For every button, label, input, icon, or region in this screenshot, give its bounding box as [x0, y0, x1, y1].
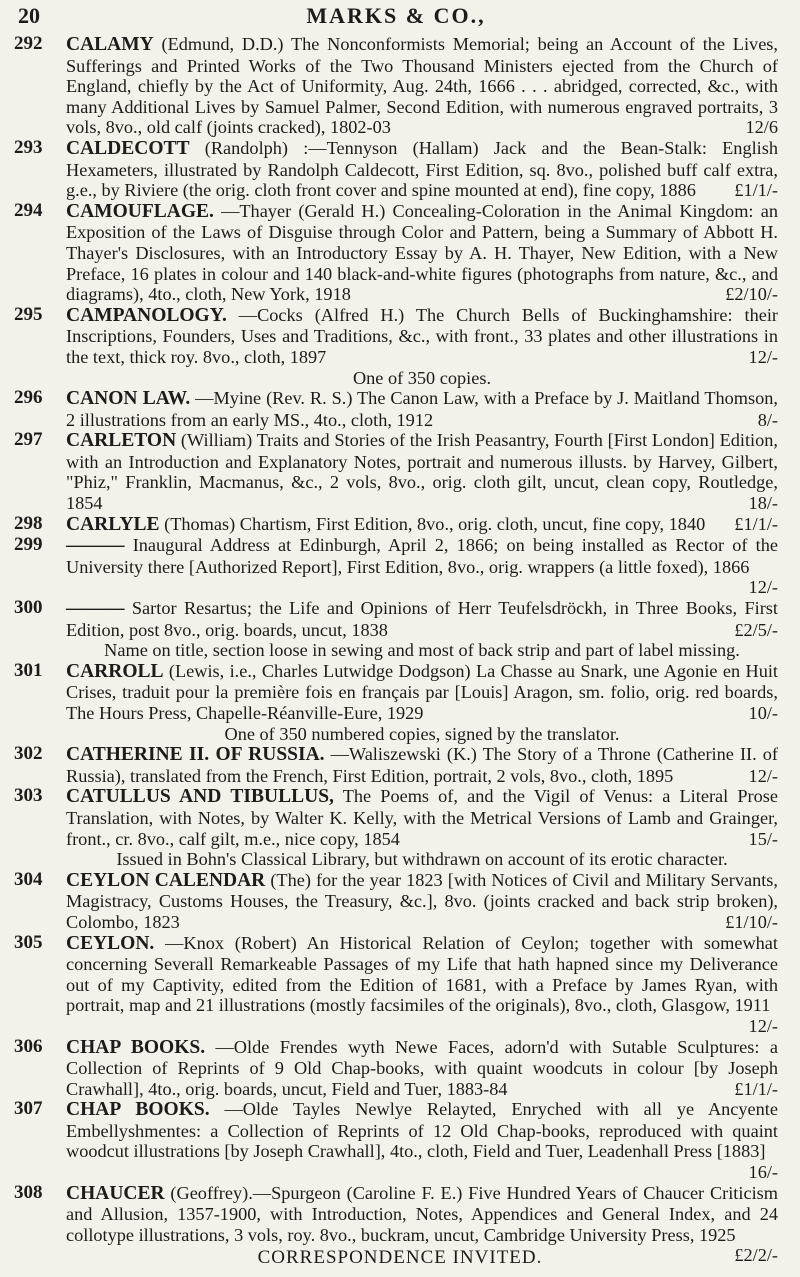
entry-heading: CANON LAW. [66, 388, 191, 410]
lot-number: 304 [14, 868, 43, 890]
entry-body [66, 201, 778, 305]
entry-heading: CEYLON CALENDAR [66, 869, 266, 891]
catalogue-entry [14, 870, 778, 933]
entry-price: 12/- [748, 577, 778, 598]
entry-body [66, 535, 778, 598]
entry-price: £2/2/- [734, 1245, 778, 1266]
catalogue-entry [14, 138, 778, 201]
entry-price: £2/5/- [734, 619, 778, 640]
catalogue-entry [14, 786, 778, 869]
entry-description: (Lewis, i.e., Charles Lutwidge Dodgson) La Chasse au Snark, une Agonie en Huit Crises, traduit pour la première fois en français par [Louis] Aragon, sm. folio, orig. red boards, The Hours Press, Chapelle-Réanville-Eure, 1929 [66, 660, 778, 723]
entry-description: —Olde Frendes wyth Newe Faces, adorn'd with Sutable Sculptures: a Collection of Reprints of 9 Old Chap-books, with quaint woodcuts in colour [by Joseph Crawhall], 4to., orig. boards, uncut, Field and Tuer, 1883-84 [66, 1036, 778, 1099]
lot-number: 294 [14, 199, 43, 221]
entry-note: Issued in Bohn's Classical Library, but withdrawn on account of its erotic character. [116, 849, 728, 870]
entry-description: (Edmund, D.D.) The Nonconformists Memorial; being an Account of the Lives, Sufferings and Printed Works of the Two Thousand Ministers ejected from the Church of England, chiefly by the Act of Uniformity, Aug. 24th, 1666 . . . abridged, corrected, &c., with many Additional Lives by Samuel Palmer, Second Edition, with numerous engraved portraits, 3 vols, 8vo., old calf (joints cracked), 1802-03 [66, 34, 778, 138]
catalogue-entry [14, 305, 778, 388]
footer-note: CORRESPONDENCE INVITED. [257, 1247, 543, 1268]
catalogue-entry [14, 661, 778, 744]
entry-price: 12/- [748, 346, 778, 367]
entry-heading: CHAUCER [66, 1182, 165, 1204]
entry-heading: CARROLL [66, 660, 164, 682]
page-header-title: MARKS & CO., [306, 3, 486, 28]
lot-number: 301 [14, 659, 43, 681]
lot-number: 306 [14, 1035, 43, 1057]
entry-body [66, 305, 778, 388]
entry-heading: CALDECOTT [66, 137, 190, 159]
entry-price: £1/1/- [734, 180, 778, 201]
entry-heading: CEYLON. [66, 932, 155, 954]
entry-heading: ——— [66, 535, 125, 557]
entry-description: —Cocks (Alfred H.) The Church Bells of Buckinghamshire: their Inscriptions, Founders, Uses and Traditions, &c., with front., 33 plates and other illustrations in the text, thick roy. 8vo., cloth, 1897 [66, 304, 778, 367]
entry-heading: CATHERINE II. OF RUSSIA. [66, 744, 325, 766]
entry-body [66, 138, 778, 201]
entry-description: (William) Traits and Stories of the Irish Peasantry, Fourth [First London] Edition, with an Introduction and Explanatory Notes, portrait and numerous illusts. by Harvey, Gilbert, "Phiz," Franklin, Macmanus, &c., 2 vols, 8vo., orig. cloth gilt, uncut, clean copy, Routledge, 1854 [66, 430, 778, 514]
entry-description: —Knox (Robert) An Historical Relation of Ceylon; together with somewhat concerning Severall Remarkeable Passages of my Life that hath hapned since my Deliverance out of my Captivity, edited from the Edition of 1681, with a Preface by James Ryan, with portrait, map and 21 illustrations (mostly facsimiles of the originals), 8vo., cloth, Glasgow, 1911 [66, 932, 778, 1016]
lot-number: 300 [14, 597, 43, 619]
entry-heading: CALAMY [66, 34, 154, 55]
entry-description: (Geoffrey).—Spurgeon (Caroline F. E.) Five Hundred Years of Chaucer Criticism and Allusion, 1357-1900, with Introduction, Notes, Appendices and General Index, and 24 collotype illustrations, 3 vols, roy. 8vo., buckram, uncut, Cambridge University Press, 1925 [66, 1182, 778, 1245]
entry-note: Name on title, section loose in sewing and most of back strip and part of label missing. [104, 640, 740, 661]
entry-description: (The) for the year 1823 [with Notices of Civil and Military Servants, Magistracy, Customs Houses, the Treasury, &c.], 8vo. (joints cracked and back strip broken), Colombo, 1823 [66, 869, 778, 932]
entry-body [66, 933, 778, 1037]
entry-price: £1/10/- [725, 911, 778, 932]
page-number: 20 [18, 3, 40, 28]
lot-number: 307 [14, 1098, 43, 1120]
entry-body [66, 430, 778, 513]
entry-price: £2/10/- [725, 284, 778, 305]
running-head [14, 0, 778, 34]
lot-number: 296 [14, 387, 43, 409]
entry-heading: ——— [66, 598, 125, 620]
catalogue-entry [14, 201, 778, 305]
entry-body [66, 388, 778, 430]
lot-number: 292 [14, 33, 43, 54]
catalogue-entry [14, 34, 778, 138]
entry-price: 10/- [748, 703, 778, 723]
entry-price: £1/1/- [734, 1078, 778, 1099]
entry-price: 16/- [748, 1162, 778, 1183]
entry-description: —Waliszewski (K.) The Story of a Throne (Catherine II. of Russia), translated from the French, First Edition, portrait, 2 vols, 8vo., cloth, 1895 [66, 744, 778, 786]
entry-description: (Randolph) :—Tennyson (Hallam) Jack and the Bean-Stalk: English Hexameters, illustrated by Randolph Caldecott, First Edition, sq. 8vo., polished buff calf extra, g.e., by Riviere (the orig. cloth front cover and spine mounted at end), fine copy, 1886 [66, 137, 778, 201]
catalogue-entry [14, 598, 778, 661]
catalogue-entry [14, 1099, 778, 1182]
entry-heading: CARLYLE [66, 513, 160, 535]
entry-price: 8/- [757, 409, 778, 430]
catalogue-entry [14, 744, 778, 786]
entry-price: 12/- [748, 765, 778, 786]
lot-number: 299 [14, 534, 43, 556]
entry-note: One of 350 numbered copies, signed by the translator. [224, 723, 620, 744]
entry-price: 15/- [748, 828, 778, 849]
entry-list [14, 34, 778, 1266]
lot-number: 293 [14, 136, 43, 158]
entry-heading: CAMOUFLAGE. [66, 200, 214, 222]
entry-description: —Olde Tayles Newlye Relayted, Enryched with all ye Ancyente Embellyshmentes: a Collection of Reprints of 12 Old Chap-books, reproduced with quaint woodcut illustrations [by Joseph Crawhall], 4to., cloth, Field and Tuer, Leadenhall Press [1883] [66, 1099, 778, 1162]
lot-number: 303 [14, 785, 43, 807]
entry-price: £1/1/- [734, 513, 778, 534]
entry-body [66, 1099, 778, 1182]
lot-number: 302 [14, 743, 43, 765]
entry-heading: CATULLUS AND TIBULLUS, [66, 786, 334, 808]
catalogue-entry [14, 430, 778, 513]
lot-number: 295 [14, 303, 43, 325]
entry-body [66, 786, 778, 869]
entry-price: 12/- [748, 1015, 778, 1036]
entry-heading: CARLETON [66, 430, 177, 452]
catalogue-entry [14, 514, 778, 536]
entry-heading: CAMPANOLOGY. [66, 304, 227, 326]
entry-body [66, 598, 778, 661]
entry-body [66, 870, 778, 933]
entry-heading: CHAP BOOKS. [66, 1036, 206, 1058]
entry-description: The Poems of, and the Vigil of Venus: a Literal Prose Translation, with Notes, by Walter K. Kelly, with the Metrical Versions of Lamb and Grainger, front., cr. 8vo., calf gilt, m.e., nice copy, 1854 [66, 786, 778, 849]
entry-description: Inaugural Address at Edinburgh, April 2, 1866; on being installed as Rector of the University there [Authorized Report], First Edition, 8vo., orig. wrappers (a little foxed), 1866 [66, 535, 779, 577]
entry-body [66, 661, 778, 744]
entry-body [66, 744, 778, 786]
entry-body [66, 1037, 778, 1100]
entry-note: One of 350 copies. [352, 367, 492, 388]
entry-price: 18/- [748, 493, 778, 514]
entry-description: —Myine (Rev. R. S.) The Canon Law, with a Preface by J. Maitland Thomson, 2 illustrations from an early MS., 4to., cloth, 1912 [66, 388, 778, 430]
lot-number: 305 [14, 931, 43, 953]
lot-number: 298 [14, 512, 43, 534]
lot-number: 297 [14, 429, 43, 451]
entry-description: (Thomas) Chartism, First Edition, 8vo., orig. cloth, uncut, fine copy, 1840 [164, 513, 706, 534]
entry-body [66, 514, 778, 536]
catalogue-entry [14, 388, 778, 430]
entry-description: —Thayer (Gerald H.) Concealing-Coloration in the Animal Kingdom: an Exposition of the Laws of Disguise through Color and Pattern, being a Summary of Abbott H. Thayer's Disclosures, with an Introductory Essay by A. H. Thayer, New Edition, with a New Preface, 16 plates in colour and 140 black-and-white figures (photographs from nature, &c., and diagrams), 4to., cloth, New York, 1918 [66, 200, 778, 305]
lot-number: 308 [14, 1181, 43, 1203]
entry-body [66, 34, 778, 138]
entry-price: 12/6 [745, 117, 778, 138]
catalogue-entry [14, 933, 778, 1037]
catalogue-entry [14, 535, 778, 598]
entry-description: Sartor Resartus; the Life and Opinions of Herr Teufelsdröckh, in Three Books, First Edition, post 8vo., orig. boards, uncut, 1838 [66, 598, 778, 640]
entry-heading: CHAP BOOKS. [66, 1099, 210, 1121]
catalogue-entry [14, 1037, 778, 1100]
